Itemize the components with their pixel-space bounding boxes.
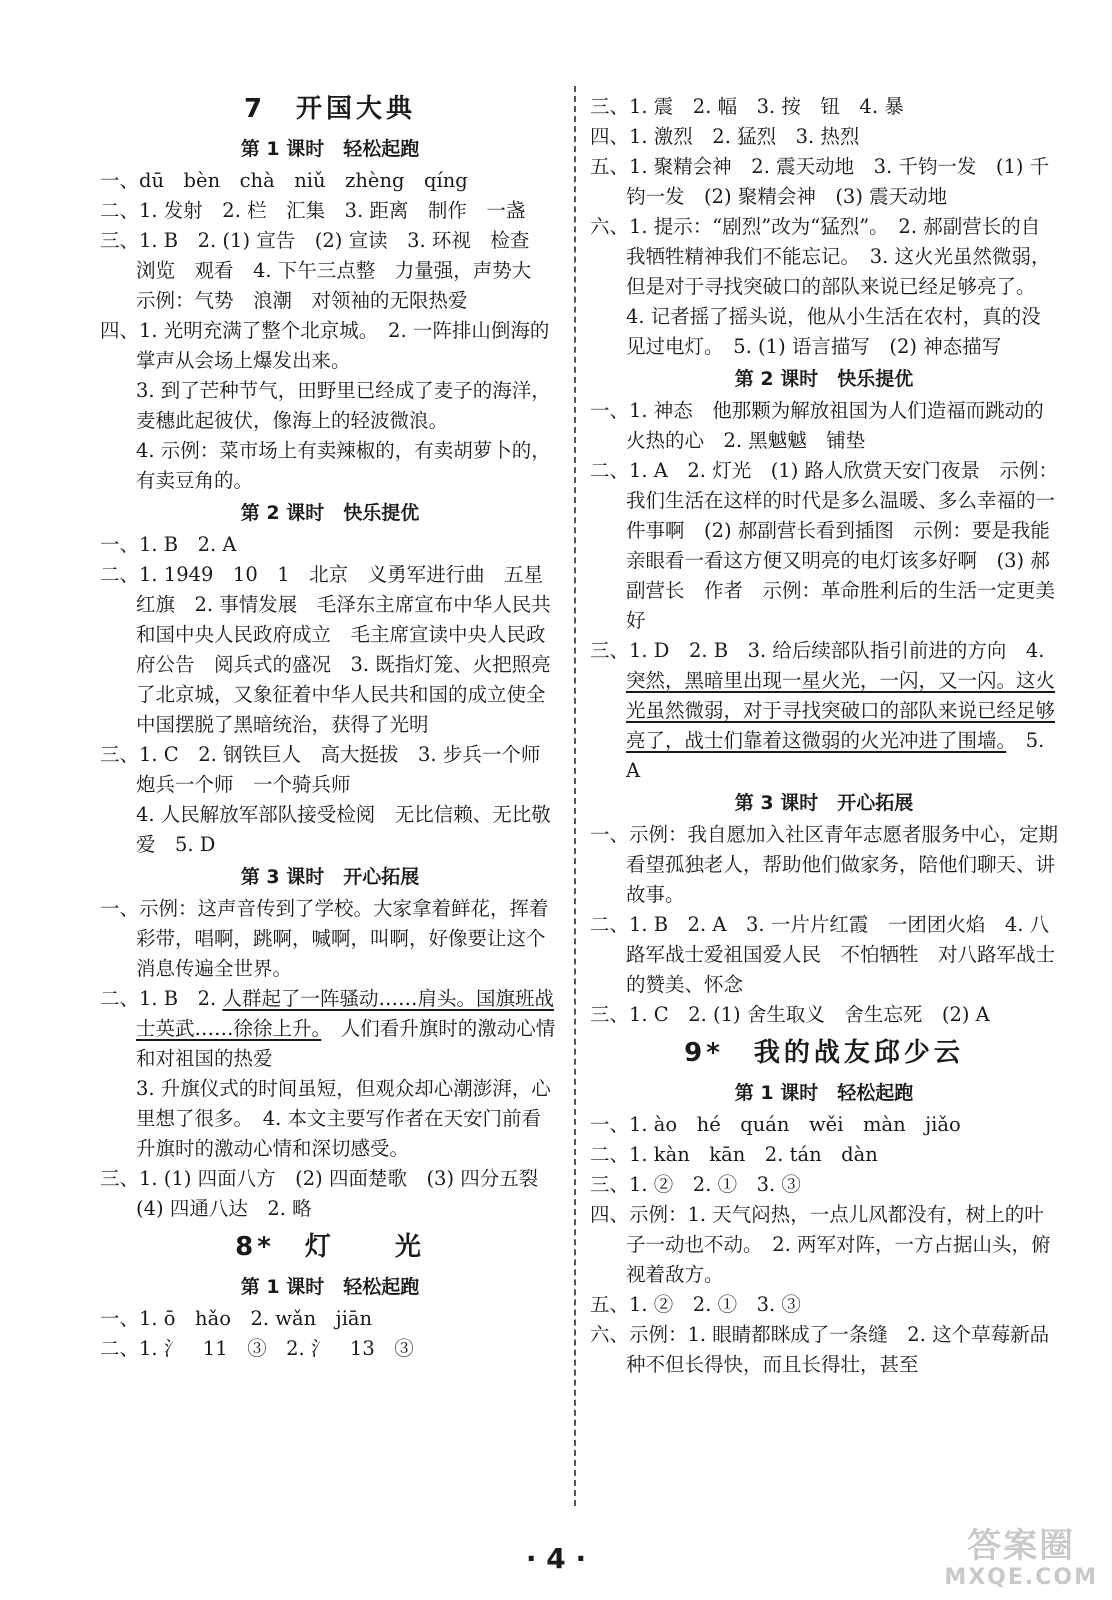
answer-prefix: 三、1. D 2. B 3. 给后续部队指引前进的方向 4. bbox=[590, 639, 1045, 662]
answer-line: 四、1. 激烈 2. 猛烈 3. 热烈 bbox=[590, 125, 860, 148]
answer-line: 一、dū bèn chà niǔ zhèng qíng bbox=[100, 169, 468, 192]
lesson-7-session-2-heading: 第 2 课时 快乐提优 bbox=[240, 502, 420, 524]
answer-line: 一、1. ō hǎo 2. wǎn jiān bbox=[100, 1307, 373, 1330]
answer-line: 一、1. ào hé quán wěi màn jiǎo bbox=[590, 1113, 961, 1136]
lesson-8-session-1-heading: 第 1 课时 轻松起跑 bbox=[240, 1276, 420, 1298]
answer-prefix: 二、1. B 2. bbox=[100, 987, 223, 1010]
lesson-7-session-3-heading: 第 3 课时 开心拓展 bbox=[240, 866, 420, 888]
answer-suffix: 5. A bbox=[626, 729, 1045, 782]
answer-line: 二、1. B 2. A 3. 一片片红霞 一团团火焰 4. 八路军战士爱祖国爱人民 不怕牺牲 对八路军战士的赞美、怀念 bbox=[590, 913, 1056, 996]
column-divider bbox=[574, 86, 576, 1506]
answer-line: 4. 示例：菜市场上有卖辣椒的，有卖胡萝卜的，有卖豆角的。 bbox=[136, 439, 551, 492]
answer-line: 二、1. kàn kān 2. tán dàn bbox=[590, 1143, 878, 1166]
answer-line: 六、示例：1. 眼睛都眯成了一条缝 2. 这个草莓新品种不但长得快，而且长得壮，甚至 bbox=[590, 1323, 1050, 1376]
answer-line: 三、1. C 2. 钢铁巨人 高大挺拔 3. 步兵一个师 炮兵一个师 一个骑兵师 bbox=[100, 743, 560, 796]
answer-line: 一、示例：我自愿加入社区青年志愿者服务中心，定期看望孤独老人，帮助他们做家务，陪他们聊天、讲故事。 bbox=[590, 823, 1059, 906]
lesson-8-title: 8* 灯 光 bbox=[235, 1232, 425, 1262]
answer-line: 五、1. ② 2. ① 3. ③ bbox=[590, 1293, 801, 1316]
answer-line: 二、1. 氵 11 ③ 2. 氵 13 ③ bbox=[100, 1337, 414, 1360]
answer-line: 三、1. B 2. (1) 宣告 (2) 宣读 3. 环视 检查 浏览 观看 4. 下午三点整 力量强，声势大 示例：气势 浪潮 对领袖的无限热爱 bbox=[100, 229, 551, 312]
page-number: · 4 · bbox=[525, 1542, 587, 1575]
answer-line: 二、1. 发射 2. 栏 汇集 3. 距离 制作 一盏 bbox=[100, 199, 526, 222]
answer-line: 一、示例：这声音传到了学校。大家拿着鲜花，挥着彩带，唱啊，跳啊，喊啊，叫啊，好像要让这个消息传遍全世界。 bbox=[100, 897, 549, 980]
answer-suffix: 人们看升旗时的激动心情和对祖国的热爱 bbox=[136, 1017, 556, 1070]
answer-line bbox=[100, 984, 560, 1074]
underlined-answer: 突然，黑暗里出现一星火光，一闪，又一闪。这火光虽然微弱，对于寻找突破口的部队来说已经足够亮了，战士们靠着这微弱的火光冲进了围墙。 bbox=[626, 669, 1056, 752]
lesson-9-session-1-heading: 第 1 课时 轻松起跑 bbox=[734, 1082, 914, 1104]
left-column bbox=[100, 86, 560, 1364]
answer-line: 四、1. 光明充满了整个北京城。 2. 一阵排山倒海的掌声从会场上爆发出来。 bbox=[100, 319, 550, 372]
lesson-8-session-3-heading: 第 3 课时 开心拓展 bbox=[734, 792, 914, 814]
answer-line bbox=[590, 636, 1058, 786]
lesson-7-title: 7 开国大典 bbox=[243, 94, 417, 124]
answer-line: 三、1. 震 2. 幅 3. 按 钮 4. 暴 bbox=[590, 95, 904, 118]
answer-line: 二、1. 1949 10 1 北京 义勇军进行曲 五星红旗 2. 事情发展 毛泽东主席宣布中华人民共和国中央人民政府成立 毛主席宣读中央人民政府公告 阅兵式的盛况 3. 既指灯笼、火把照亮了北京城，又象征着中华人民共和国的成立使全中国摆脱了黑暗统治，获得了光明 bbox=[100, 563, 551, 736]
answer-line: 三、1. ② 2. ① 3. ③ bbox=[590, 1173, 801, 1196]
watermark-url: MXQE.COM bbox=[944, 1565, 1098, 1590]
answer-line: 一、1. 神态 他那颗为解放祖国为人们造福而跳动的火热的心 2. 黑魆魆 铺垫 bbox=[590, 399, 1044, 452]
lesson-8-session-2-heading: 第 2 课时 快乐提优 bbox=[734, 368, 914, 390]
lesson-9-title: 9* 我的战友邱少云 bbox=[684, 1038, 964, 1068]
underlined-answer: 人群起了一阵骚动……肩头。国旗班战士英武……徐徐上升。 bbox=[136, 987, 554, 1040]
answer-line: 一、1. B 2. A bbox=[100, 533, 237, 556]
watermark-logo-text: 答案圈 bbox=[967, 1526, 1076, 1566]
right-column bbox=[590, 92, 1058, 1380]
answer-line: 六、1. 提示：“剧烈”改为“猛烈”。 2. 郝副营长的自我牺牲精神我们不能忘记。 3. 这火光虽然微弱，但是对于寻找突破口的部队来说已经足够亮了。 4. 记者摇了摇头说，他从小生活在农村，真的没见过电灯。 5. (1) 语言描写 (2) 神态描写 bbox=[590, 215, 1051, 358]
site-watermark bbox=[944, 1527, 1098, 1590]
answer-line: 四、示例：1. 天气闷热，一点儿风都没有，树上的叶子一动也不动。 2. 两军对阵，一方占据山头，俯视着敌方。 bbox=[590, 1203, 1051, 1286]
answer-line: 三、1. C 2. (1) 舍生取义 舍生忘死 (2) A bbox=[590, 1003, 990, 1026]
answer-line: 4. 人民解放军部队接受检阅 无比信赖、无比敬爱 5. D bbox=[136, 803, 551, 856]
answer-line: 3. 到了芒种节气，田野里已经成了麦子的海洋，麦穗此起彼伏，像海上的轻波微浪。 bbox=[136, 379, 551, 432]
answer-line: 3. 升旗仪式的时间虽短，但观众却心潮澎湃，心里想了很多。 4. 本文主要写作者在天安门前看升旗时的激动心情和深切感受。 bbox=[136, 1077, 551, 1160]
answer-line: 三、1. (1) 四面八方 (2) 四面楚歌 (3) 四分五裂 (4) 四通八达 2. 略 bbox=[100, 1167, 558, 1220]
answer-line: 二、1. A 2. 灯光 (1) 路人欣赏天安门夜景 示例：我们生活在这样的时代是多么温暖、多么幸福的一件事啊 (2) 郝副营长看到插图 示例：要是我能亲眼看一看这方便又明亮的电灯该多好啊 (3) 郝副营长 作者 示例：革命胜利后的生活一定更美好 bbox=[590, 459, 1059, 632]
lesson-7-session-1-heading: 第 1 课时 轻松起跑 bbox=[240, 138, 420, 160]
answer-line: 五、1. 聚精会神 2. 震天动地 3. 千钧一发 (1) 千钧一发 (2) 聚精会神 (3) 震天动地 bbox=[590, 155, 1050, 208]
